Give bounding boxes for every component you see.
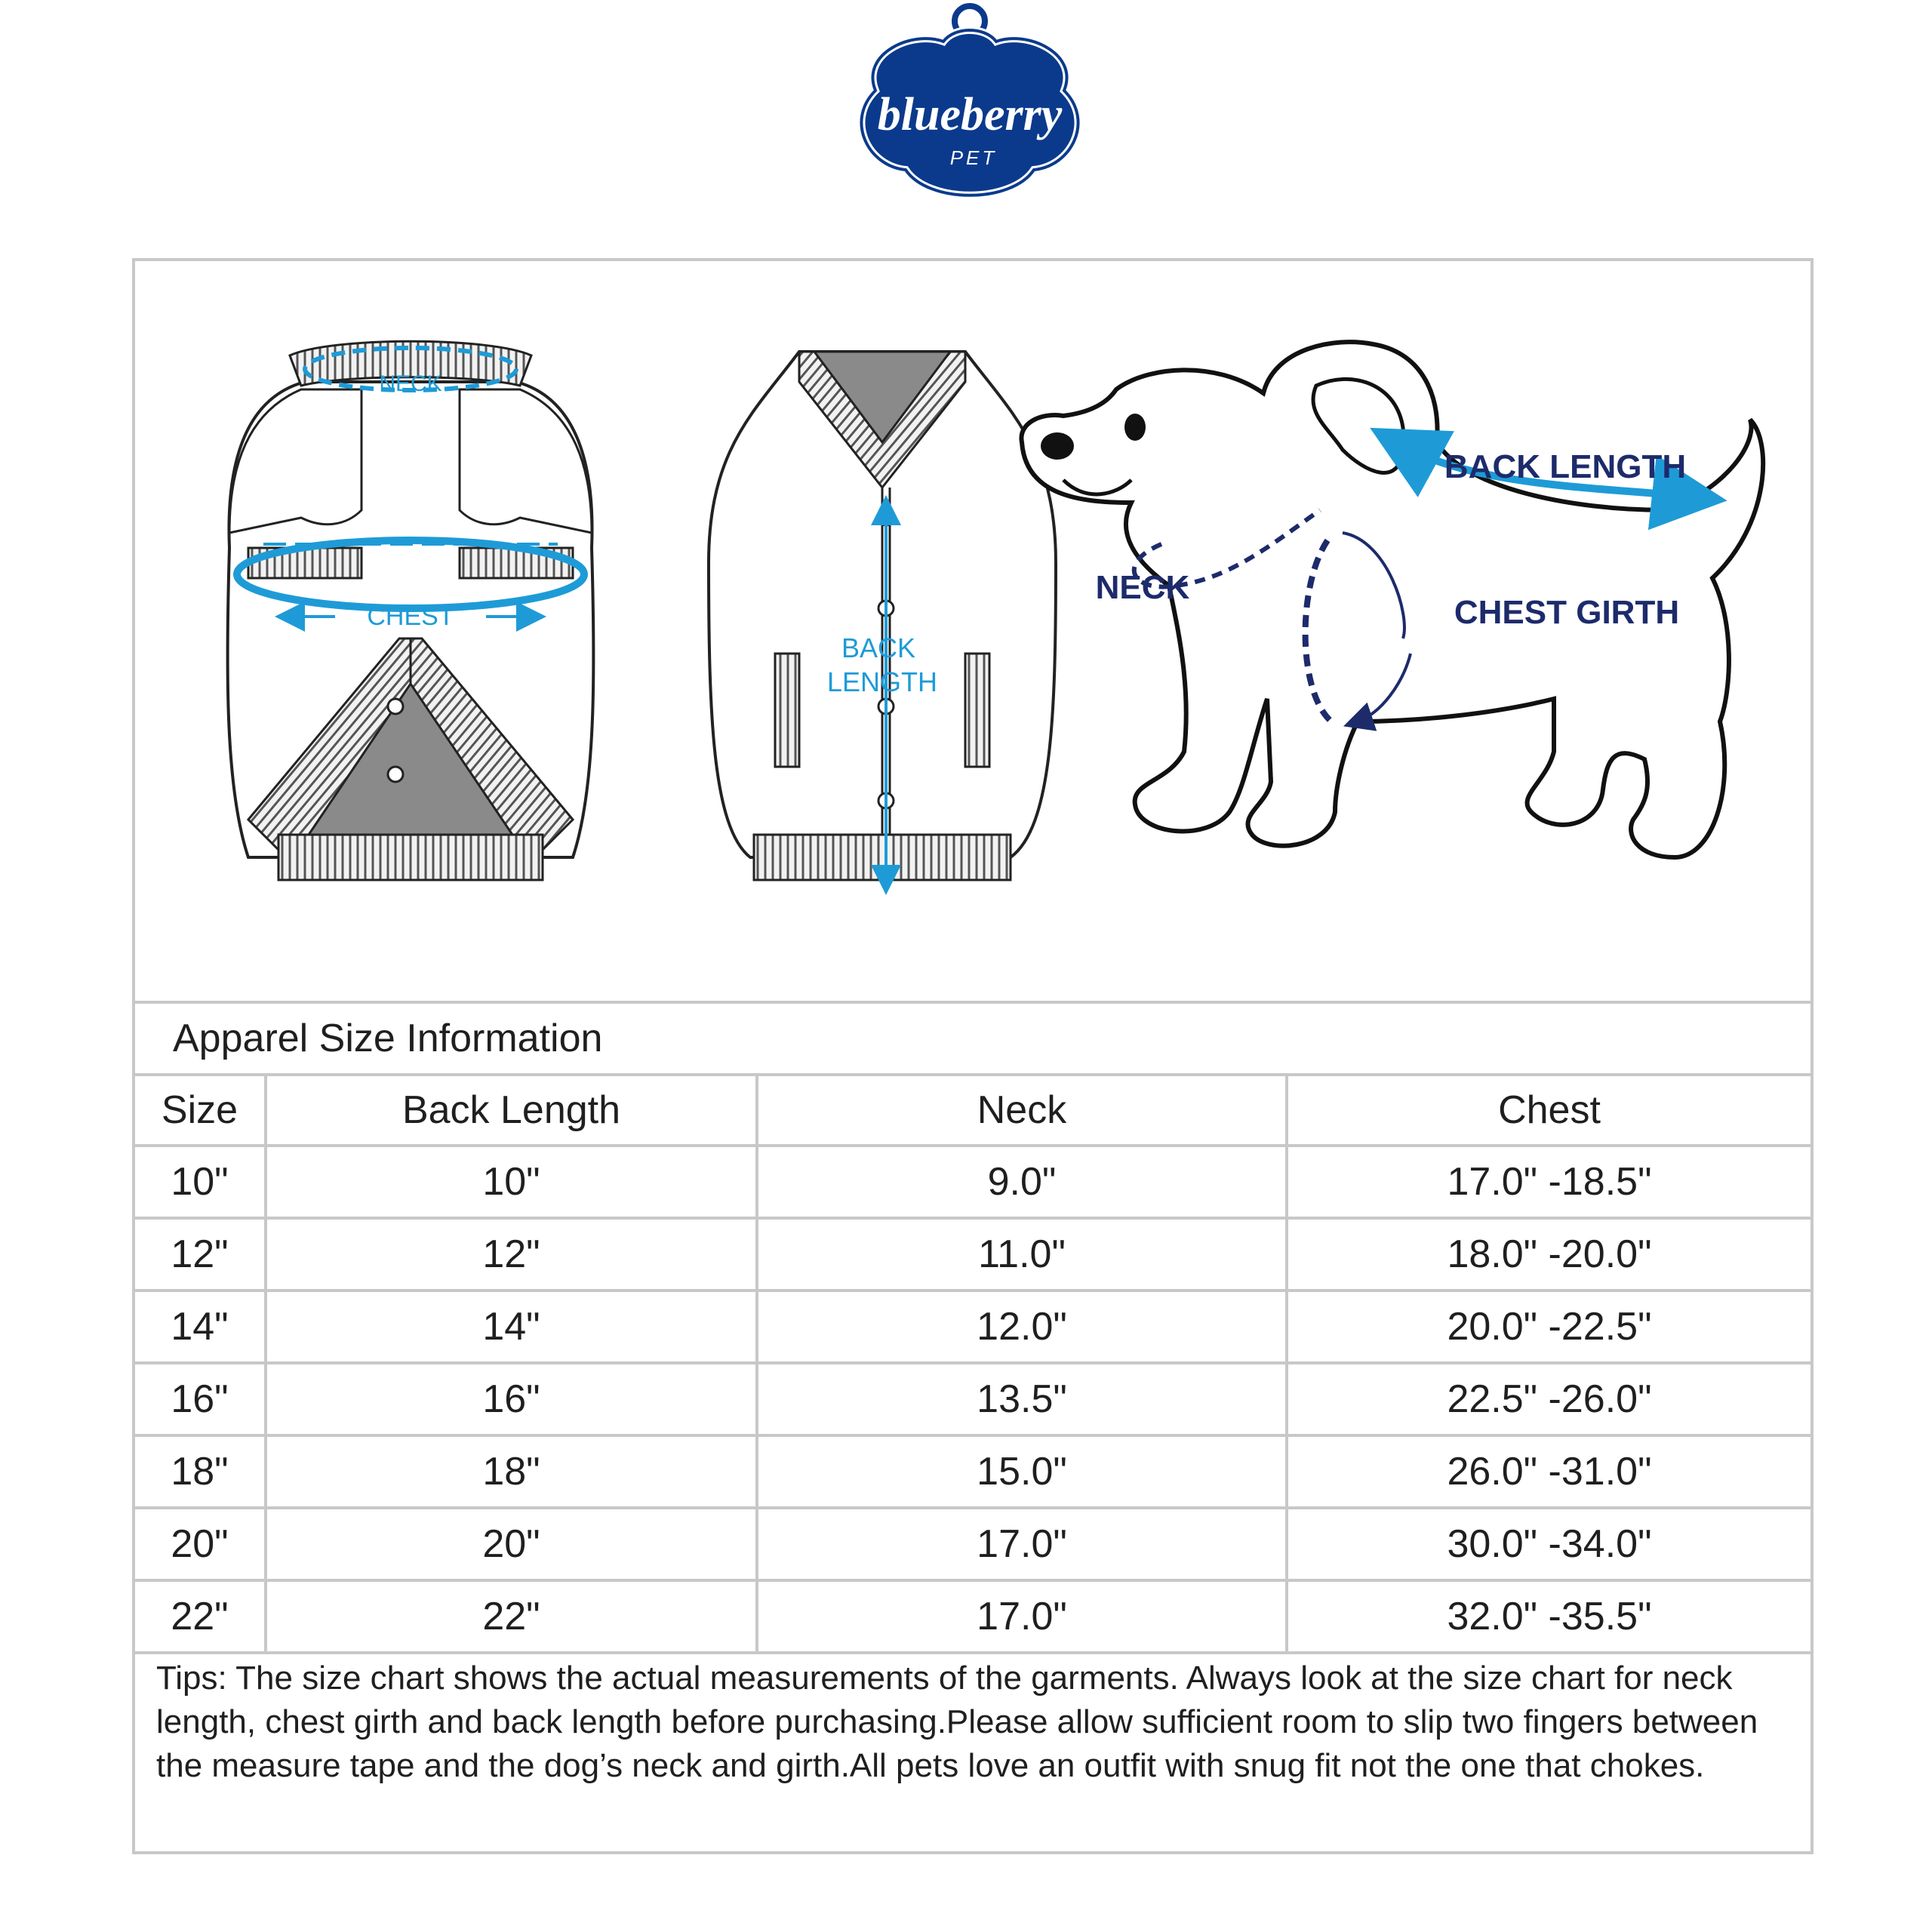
cell-chest: 18.0" -20.0" xyxy=(1287,1218,1810,1291)
table-row xyxy=(135,1146,1810,1218)
cell-back-length: 10" xyxy=(266,1146,757,1218)
table-row xyxy=(135,1435,1810,1508)
measurement-illustrations xyxy=(135,261,1810,1001)
blueberry-pet-logo xyxy=(830,0,1109,215)
dog-neck-label: NECK xyxy=(1095,569,1190,606)
back-label-line1: BACK xyxy=(841,632,916,663)
cell-chest: 17.0" -18.5" xyxy=(1287,1146,1810,1218)
cell-chest: 22.5" -26.0" xyxy=(1287,1363,1810,1435)
size-table xyxy=(135,1073,1810,1654)
table-header-row xyxy=(135,1075,1810,1146)
cell-size: 14" xyxy=(135,1291,266,1363)
cell-size: 18" xyxy=(135,1435,266,1508)
cell-size: 12" xyxy=(135,1218,266,1291)
front-chest-label: CHEST xyxy=(367,602,454,631)
cell-chest: 32.0" -35.5" xyxy=(1287,1580,1810,1653)
size-info-title: Apparel Size Information xyxy=(135,1001,1810,1073)
back-label-line2: LENGTH xyxy=(826,666,938,697)
table-row xyxy=(135,1508,1810,1580)
cell-back-length: 16" xyxy=(266,1363,757,1435)
cell-neck: 9.0" xyxy=(757,1146,1287,1218)
cell-size: 22" xyxy=(135,1580,266,1653)
cell-neck: 12.0" xyxy=(757,1291,1287,1363)
dog-diagram xyxy=(1021,342,1763,857)
logo-brand-text: blueberry xyxy=(877,89,1063,140)
cell-back-length: 12" xyxy=(266,1218,757,1291)
header-neck: Neck xyxy=(757,1075,1287,1146)
cell-neck: 17.0" xyxy=(757,1508,1287,1580)
cell-neck: 17.0" xyxy=(757,1580,1287,1653)
sizing-tips: Tips: The size chart shows the actual measurements of the garments. Always look at the size chart for neck length, chest girth and back length before purchasing.Please allow sufficient room to slip two fingers between the measure tape and the dog’s neck and girth.All pets love an outfit with snug fit not the one that chokes. xyxy=(156,1660,1758,1784)
size-chart-frame xyxy=(132,258,1814,1854)
cell-back-length: 20" xyxy=(266,1508,757,1580)
cell-back-length: 14" xyxy=(266,1291,757,1363)
cell-size: 20" xyxy=(135,1508,266,1580)
front-garment xyxy=(228,341,594,880)
table-row xyxy=(135,1218,1810,1291)
table-row xyxy=(135,1580,1810,1653)
cell-size: 10" xyxy=(135,1146,266,1218)
cell-back-length: 22" xyxy=(266,1580,757,1653)
cell-neck: 15.0" xyxy=(757,1435,1287,1508)
header-size: Size xyxy=(135,1075,266,1146)
back-garment xyxy=(709,352,1056,880)
header-back-length: Back Length xyxy=(266,1075,757,1146)
table-row xyxy=(135,1291,1810,1363)
cell-back-length: 18" xyxy=(266,1435,757,1508)
cell-chest: 20.0" -22.5" xyxy=(1287,1291,1810,1363)
cell-neck: 11.0" xyxy=(757,1218,1287,1291)
cell-chest: 26.0" -31.0" xyxy=(1287,1435,1810,1508)
logo-sub-text: PET xyxy=(949,146,998,169)
dog-back-length-label: BACK LENGTH xyxy=(1444,448,1687,485)
header-chest: Chest xyxy=(1287,1075,1810,1146)
cell-chest: 30.0" -34.0" xyxy=(1287,1508,1810,1580)
dog-chest-girth-label: CHEST GIRTH xyxy=(1454,594,1680,631)
table-row xyxy=(135,1363,1810,1435)
front-neck-label: NECK xyxy=(379,371,442,396)
cell-neck: 13.5" xyxy=(757,1363,1287,1435)
cell-size: 16" xyxy=(135,1363,266,1435)
